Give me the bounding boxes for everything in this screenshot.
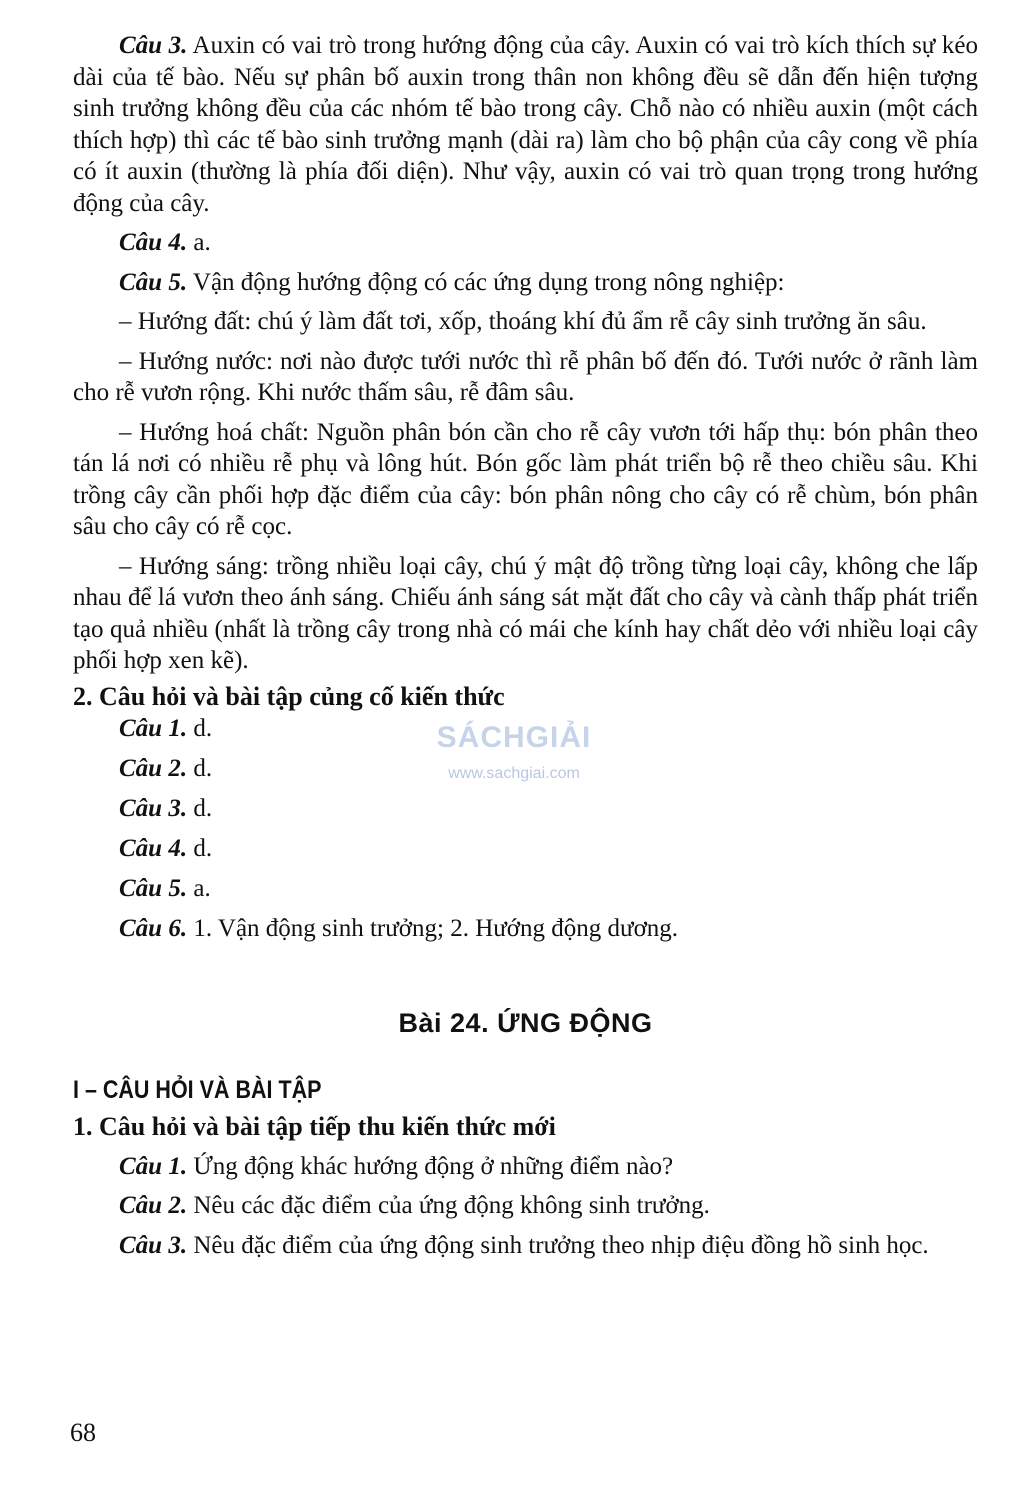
answer-line — [73, 753, 978, 793]
section-heading: 2. Câu hỏi và bài tập củng cố kiến thức — [73, 681, 505, 711]
page-number: 68 — [70, 1418, 96, 1447]
question-label: Câu 3. — [119, 794, 188, 822]
answer-text: a. — [187, 229, 211, 256]
answer-text: d. — [187, 714, 213, 742]
answer-line — [73, 713, 978, 753]
question-text: Nêu đặc điểm của ứng động sinh trưởng theo nhịp điệu đồng hồ sinh học. — [187, 1231, 929, 1259]
answer-text: 1. Vận động sinh trưởng; 2. Hướng động dương. — [187, 914, 679, 942]
watermark-logo: SÁCHGIẢI — [436, 721, 592, 754]
question-text: Nêu các đặc điểm của ứng động không sinh trưởng. — [187, 1192, 710, 1219]
question-label: Câu 3. — [119, 1231, 188, 1259]
answer-text: Auxin có vai trò trong hướng động của cây. Auxin có vai trò kích thích sự kéo dài của tế bào. Nếu sự phân bố auxin trong thân non không đều sẽ dẫn đến hiện tượng sinh trưởng không đều của các nhóm tế bào trong cây. Chỗ nào có nhiều auxin (một cách thích hợp) thì các tế bào sinh trưởng mạnh (dài ra) làm cho bộ phận của cây cong về phía có ít auxin (thường là phía đối diện). Như vậy, auxin có vai trò quan trọng trong hướng động của cây. — [73, 32, 978, 217]
watermark-url: www.sachgiai.com — [448, 765, 580, 782]
answer-text: d. — [187, 834, 213, 862]
question-paragraph — [73, 1151, 978, 1183]
answer-line — [73, 833, 978, 873]
question-label: Câu 1. — [119, 1152, 188, 1180]
answer-line — [73, 793, 978, 833]
bullet-paragraph: – Hướng nước: nơi nào được tưới nước thì rễ phân bố đến đó. Tưới nước ở rãnh làm cho rễ vươn rộng. Khi nước thấm sâu, rễ đâm sâu. — [73, 347, 978, 406]
question-label: Câu 3. — [119, 32, 188, 59]
answer-paragraph — [73, 30, 978, 219]
question-label: Câu 4. — [119, 834, 188, 862]
question-label: Câu 4. — [119, 229, 188, 256]
section-heading-questions: I – CÂU HỎI VÀ BÀI TẬP — [73, 1075, 322, 1104]
question-label: Câu 1. — [119, 714, 188, 742]
answer-paragraph — [73, 227, 978, 259]
question-label: Câu 5. — [119, 874, 188, 902]
question-text: Ứng động khác hướng động ở những điểm nào? — [187, 1152, 674, 1180]
page-content — [73, 30, 978, 1261]
answer-text: d. — [187, 754, 213, 782]
bullet-paragraph: – Hướng sáng: trồng nhiều loại cây, chú ý mật độ trồng từng loại cây, không che lấp nhau để lá vươn theo ánh sáng. Chiếu ánh sáng sát mặt đất cho cây và cành thấp phát triển tạo quả nhiều (nhất là trồng cây trong nhà có mái che kính hay chất dẻo với nhiều loại cây phối hợp xen kẽ). — [73, 552, 978, 674]
question-paragraph — [73, 1190, 978, 1222]
bullet-paragraph: – Hướng hoá chất: Nguồn phân bón cần cho rễ cây vươn tới hấp thụ: bón phân theo tán lá nơi có nhiều rễ phụ và lông hút. Bón gốc làm phát triển bộ rễ theo chiều sâu. Khi trồng cây cần phối hợp đặc điểm của cây: bón phân nông cho cây có rễ chùm, bón phân sâu cho cây có rễ cọc. — [73, 418, 978, 540]
lesson-title: Bài 24. ỨNG ĐỘNG — [398, 1007, 653, 1038]
answer-text: Vận động hướng động có các ứng dụng trong nông nghiệp: — [187, 268, 785, 296]
answer-line — [73, 873, 978, 913]
answer-paragraph — [73, 267, 978, 299]
question-label: Câu 2. — [119, 754, 188, 782]
question-label: Câu 5. — [119, 268, 188, 296]
answer-text: d. — [187, 794, 213, 822]
question-paragraph — [73, 1230, 978, 1262]
subheading: 1. Câu hỏi và bài tập tiếp thu kiến thức mới — [73, 1111, 556, 1141]
question-label: Câu 2. — [119, 1192, 188, 1219]
bullet-paragraph: – Hướng đất: chú ý làm đất tơi, xốp, thoáng khí đủ ẩm rễ cây sinh trưởng ăn sâu. — [119, 308, 927, 335]
answer-text: a. — [187, 874, 211, 902]
question-label: Câu 6. — [119, 914, 188, 942]
answer-line — [73, 913, 978, 953]
